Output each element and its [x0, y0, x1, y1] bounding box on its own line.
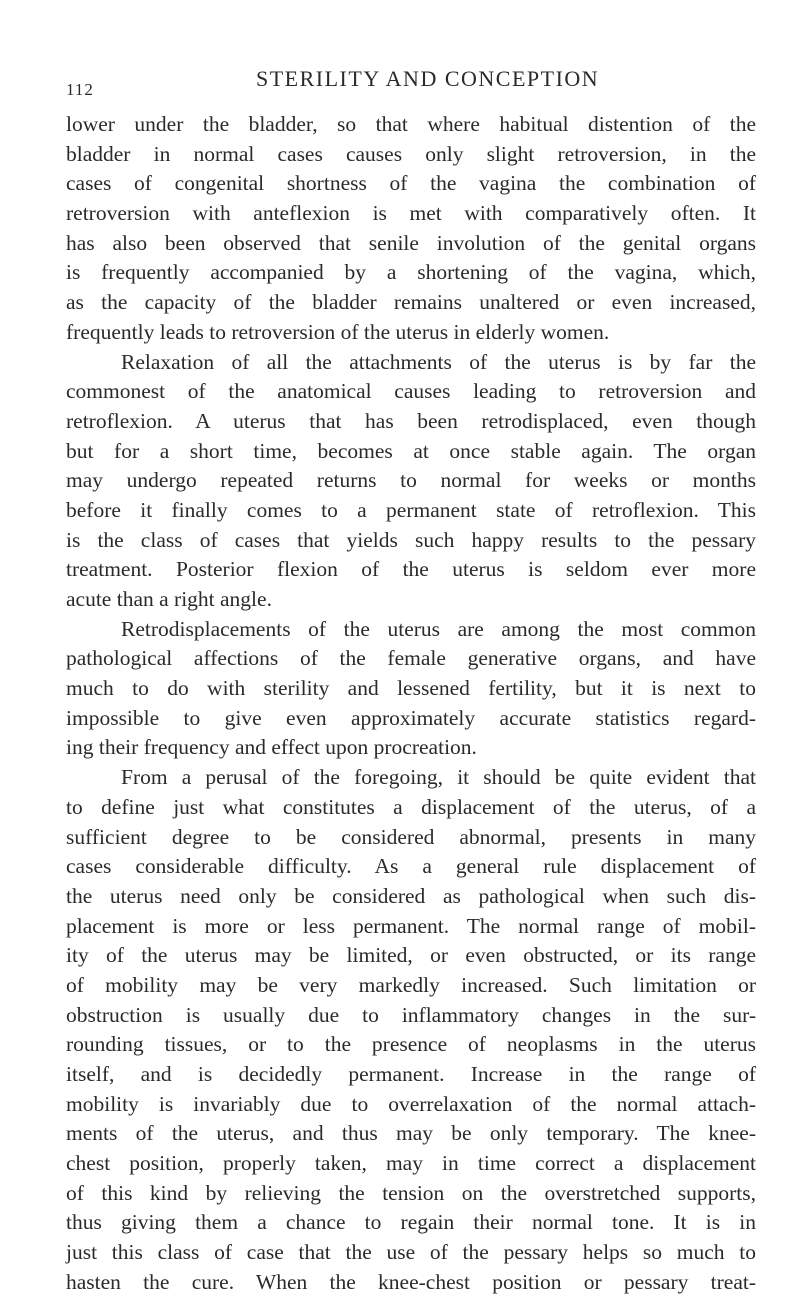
text-line: may undergo repeated returns to normal for weeks or months: [66, 468, 756, 493]
text-line: From a perusal of the foregoing, it should be quite evident that: [121, 765, 756, 790]
text-line: commonest of the anatomical causes leading to retroversion and: [66, 379, 756, 404]
text-line: to define just what constitutes a displacement of the uterus, of a: [66, 794, 756, 819]
text-line: has also been observed that senile involution of the genital organs: [66, 230, 756, 255]
text-line: placement is more or less permanent. The normal range of mobil-: [66, 913, 756, 938]
text-line: lower under the bladder, so that where habitual distention of the: [66, 112, 756, 136]
text-line: of mobility may be very markedly increased. Such limitation or: [66, 972, 756, 997]
text-line: thus giving them a chance to regain their normal tone. It is in: [66, 1210, 756, 1235]
text-line: before it finally comes to a permanent state of retroflexion. This: [66, 497, 756, 522]
text-line: chest position, properly taken, may in time correct a displacement: [66, 1151, 756, 1176]
text-line: pathological affections of the female generative organs, and have: [66, 646, 756, 671]
text-line: much to do with sterility and lessened fertility, but it is next to: [66, 676, 756, 701]
text-line: as the capacity of the bladder remains unaltered or even increased,: [66, 290, 756, 315]
text-line: frequently leads to retroversion of the uterus in elderly women.: [66, 319, 610, 344]
text-line: ing their frequency and effect upon procreation.: [66, 735, 477, 760]
text-line: rounding tissues, or to the presence of neoplasms in the uterus: [66, 1032, 756, 1057]
text-line: Retrodisplacements of the uterus are among the most common: [121, 616, 756, 641]
text-line: just this class of case that the use of the pessary helps so much to: [66, 1240, 756, 1265]
text-line: cases considerable difficulty. As a general rule displacement of: [66, 854, 756, 879]
page-number: 112: [66, 80, 94, 99]
text-line: retroflexion. A uterus that has been retrodisplaced, even though: [66, 408, 756, 433]
text-line: Relaxation of all the attachments of the uterus is by far the: [121, 349, 756, 374]
text-line: bladder in normal cases causes only slight retroversion, in the: [66, 141, 756, 166]
text-line: cases of congenital shortness of the vagina the combination of: [66, 171, 756, 196]
text-line: of this kind by relieving the tension on the overstretched supports,: [66, 1180, 756, 1205]
body-text: [66, 110, 756, 1298]
text-line: the uterus need only be considered as pathological when such dis-: [66, 883, 756, 908]
text-line: retroversion with anteflexion is met with comparatively often. It: [66, 201, 756, 226]
text-line: itself, and is decidedly permanent. Increase in the range of: [66, 1062, 756, 1086]
text-line: but for a short time, becomes at once stable again. The organ: [66, 438, 756, 463]
text-line: is the class of cases that yields such happy results to the pessary: [66, 527, 756, 552]
text-line: ments of the uterus, and thus may be only temporary. The knee-: [66, 1121, 756, 1146]
text-line: impossible to give even approximately accurate statistics regard-: [66, 705, 756, 730]
text-line: is frequently accompanied by a shortening of the vagina, which,: [66, 260, 756, 285]
text-line: sufficient degree to be considered abnormal, presents in many: [66, 824, 756, 849]
text-line: acute than a right angle.: [66, 587, 272, 611]
text-line: hasten the cure. When the knee-chest position or pessary treat-: [66, 1269, 756, 1294]
text-line: obstruction is usually due to inflammatory changes in the sur-: [66, 1002, 756, 1027]
text-line: mobility is invariably due to overrelaxation of the normal attach-: [66, 1091, 756, 1116]
text-line: ity of the uterus may be limited, or even obstructed, or its range: [66, 943, 756, 968]
text-line: treatment. Posterior flexion of the uterus is seldom ever more: [66, 557, 756, 582]
running-head: STERILITY AND CONCEPTION: [256, 66, 600, 91]
